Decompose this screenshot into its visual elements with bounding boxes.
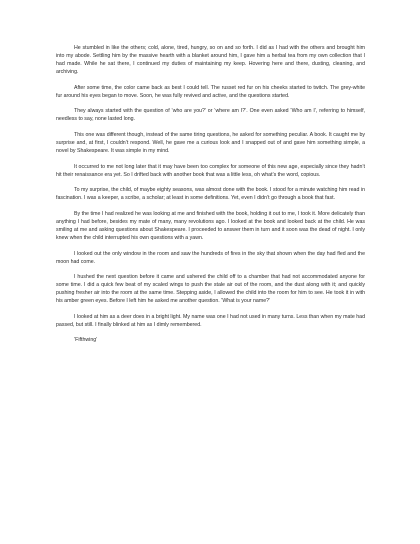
- paragraph-6: To my surprise, the child, of maybe eighty seasons, was almost done with the book. I stood for a minute watching him read in fascination. I was a keeper, a scribe, a scholar; at least in some definitions. Yet, even I didn’t go through a book that fast.: [56, 187, 365, 202]
- paragraph-7: By the time I had realized he was looking at me and finished with the book, holding it out to me, I took it. More delicately than anything I had before, besides my mate of many, many revolutions ago. I looked at the book and looked back at the child. He was smiling at me and asking questions about Shakespeare. I proceeded to answer them in turn and it soon was the dead of night. I only knew when the child interrupted his own questions with a yawn.: [56, 210, 365, 242]
- paragraph-2: After some time, the color came back as best I could tell. The russet red fur on his cheeks started to twitch. The grey-white fur around his eyes began to move. Soon, he was fully revived and active, and the questions started.: [56, 84, 365, 99]
- paragraph-10: I looked at him as a deer does in a bright light. My name was one I had not used in many turns. Less than when my mate had passed, but still. I finally blinked at him as I dimly remembered.: [56, 313, 365, 328]
- paragraph-3: They always started with the question of ‘who are you?’ or ‘where am I?’. One even asked ‘Who am I’, referring to himself, needless to say, none lasted long.: [56, 108, 365, 123]
- paragraph-4: This one was different though, instead of the same tiring questions, he asked for something peculiar. A book. It caught me by surprise and, at first, I couldn’t respond. Well, he gave me a curious look and I snapped out of and gave him something simple, a novel by Shakespeare. It was simple in my mind.: [56, 131, 365, 155]
- paragraph-1: He stumbled in like the others; cold, alone, tired, hungry, so on and so forth. I did as I had with the others and brought him into my abode. Settling him by the massive hearth with a blanket around him, I gave him a herbal tea from my own collection that I had made. While he sat there, I continued my duties of maintaining my keep. Hovering here and there, dusting, cleaning, and archiving.: [56, 45, 365, 76]
- paragraph-5: It occurred to me not long later that it may have been too complex for someone of this new age, especially since they hadn’t hit their renaissance era yet. So I drifted back with another book that was a little less, oh what’s the word, copious.: [56, 163, 365, 178]
- paragraph-11: ‘Fifthwing’: [74, 337, 98, 344]
- paragraph-9: I hushed the next question before it came and ushered the child off to a chamber that had not accommodated anyone for some time. I did a quick few beat of my scaled wings to push the stale air out of the room, and the dust along with it; and quickly pushing fresher air into the room at the same time. Stepping aside, I allowed the child into the room for him to see. He took it in with his amber green eyes. Before I left him he asked me another question. ‘What is your name?’: [56, 274, 365, 305]
- document-page: [56, 44, 365, 352]
- paragraph-8: I looked out the only window in the room and saw the hundreds of fires in the sky that shown when the day had fled and the moon had come.: [56, 250, 365, 265]
